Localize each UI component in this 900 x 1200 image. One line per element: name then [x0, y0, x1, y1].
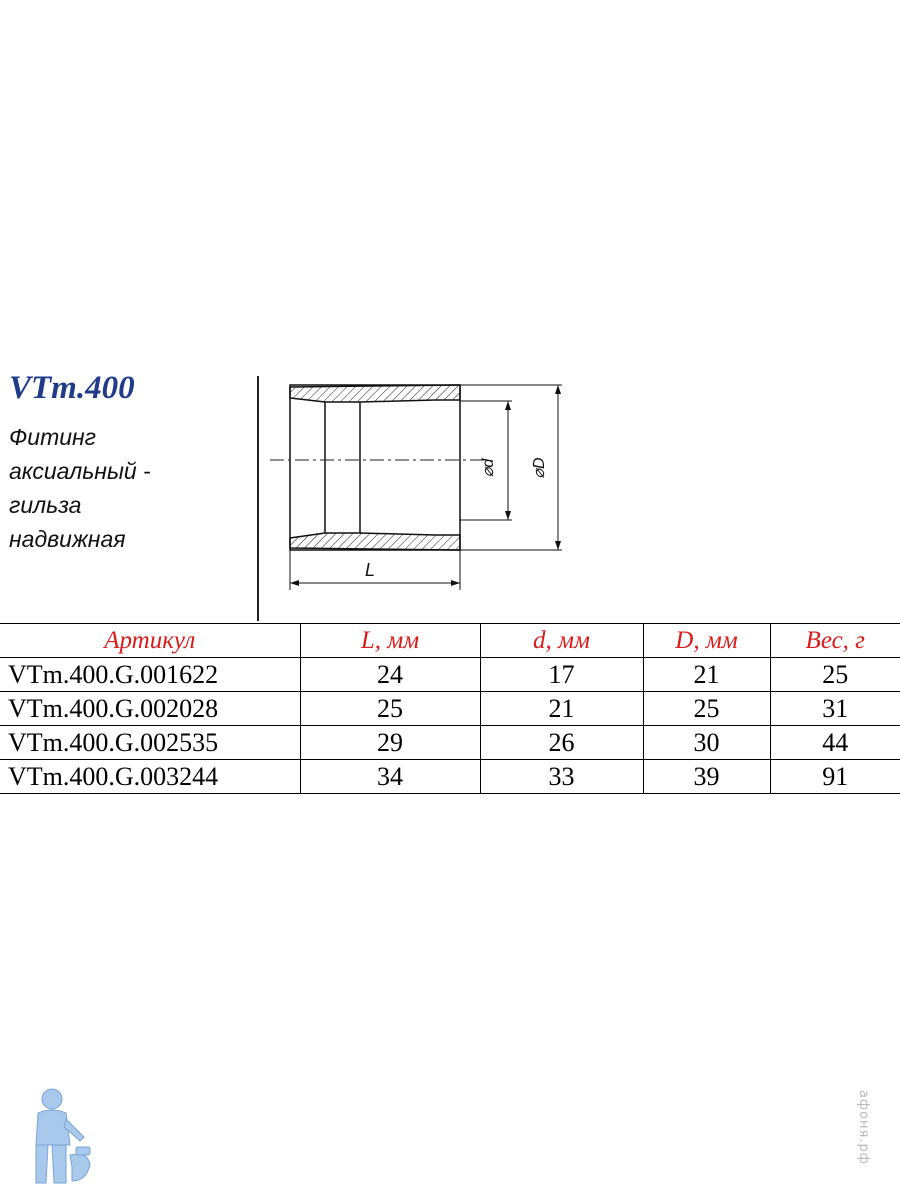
cell-outer-diameter: 21 [643, 658, 770, 692]
cell-inner-diameter: 33 [480, 760, 643, 794]
header-outer-diameter: D, мм [643, 624, 770, 658]
plumber-mascot-icon [26, 1085, 96, 1191]
cell-outer-diameter: 39 [643, 760, 770, 794]
cell-length: 24 [300, 658, 480, 692]
product-description [9, 420, 239, 556]
header-weight: Вес, г [770, 624, 900, 658]
header-inner-diameter: d, мм [480, 624, 643, 658]
table-row [0, 658, 900, 692]
cell-outer-diameter: 25 [643, 692, 770, 726]
fitting-drawing [270, 370, 590, 620]
description-line: Фитинг [9, 424, 97, 450]
cell-inner-diameter: 17 [480, 658, 643, 692]
table-header-row [0, 624, 900, 658]
cell-length: 29 [300, 726, 480, 760]
sleeve-top-wall [290, 385, 460, 402]
header-length: L, мм [300, 624, 480, 658]
vertical-divider [257, 376, 259, 621]
cell-weight: 91 [770, 760, 900, 794]
cell-article: VTm.400.G.002028 [0, 692, 300, 726]
description-line: гильза [9, 492, 82, 518]
label-D: ⌀D [531, 457, 548, 479]
cell-length: 25 [300, 692, 480, 726]
cell-article: VTm.400.G.001622 [0, 658, 300, 692]
cell-article: VTm.400.G.002535 [0, 726, 300, 760]
header-article: Артикул [0, 624, 300, 658]
description-line: надвижная [9, 526, 126, 552]
label-L: L [364, 560, 376, 580]
sleeve-outline [290, 385, 460, 550]
cell-outer-diameter: 30 [643, 726, 770, 760]
label-d: ⌀d [480, 458, 497, 478]
cell-weight: 31 [770, 692, 900, 726]
table-row [0, 760, 900, 794]
spec-table [0, 623, 900, 794]
cell-inner-diameter: 21 [480, 692, 643, 726]
sleeve-bottom-wall [290, 533, 460, 550]
cell-weight: 25 [770, 658, 900, 692]
table-row [0, 726, 900, 760]
cell-inner-diameter: 26 [480, 726, 643, 760]
cell-length: 34 [300, 760, 480, 794]
cell-weight: 44 [770, 726, 900, 760]
table-row [0, 692, 900, 726]
description-line: аксиальный - [9, 458, 151, 484]
cell-article: VTm.400.G.003244 [0, 760, 300, 794]
product-code: VTm.400 [9, 370, 135, 406]
watermark: афоня.рф [856, 1090, 871, 1165]
